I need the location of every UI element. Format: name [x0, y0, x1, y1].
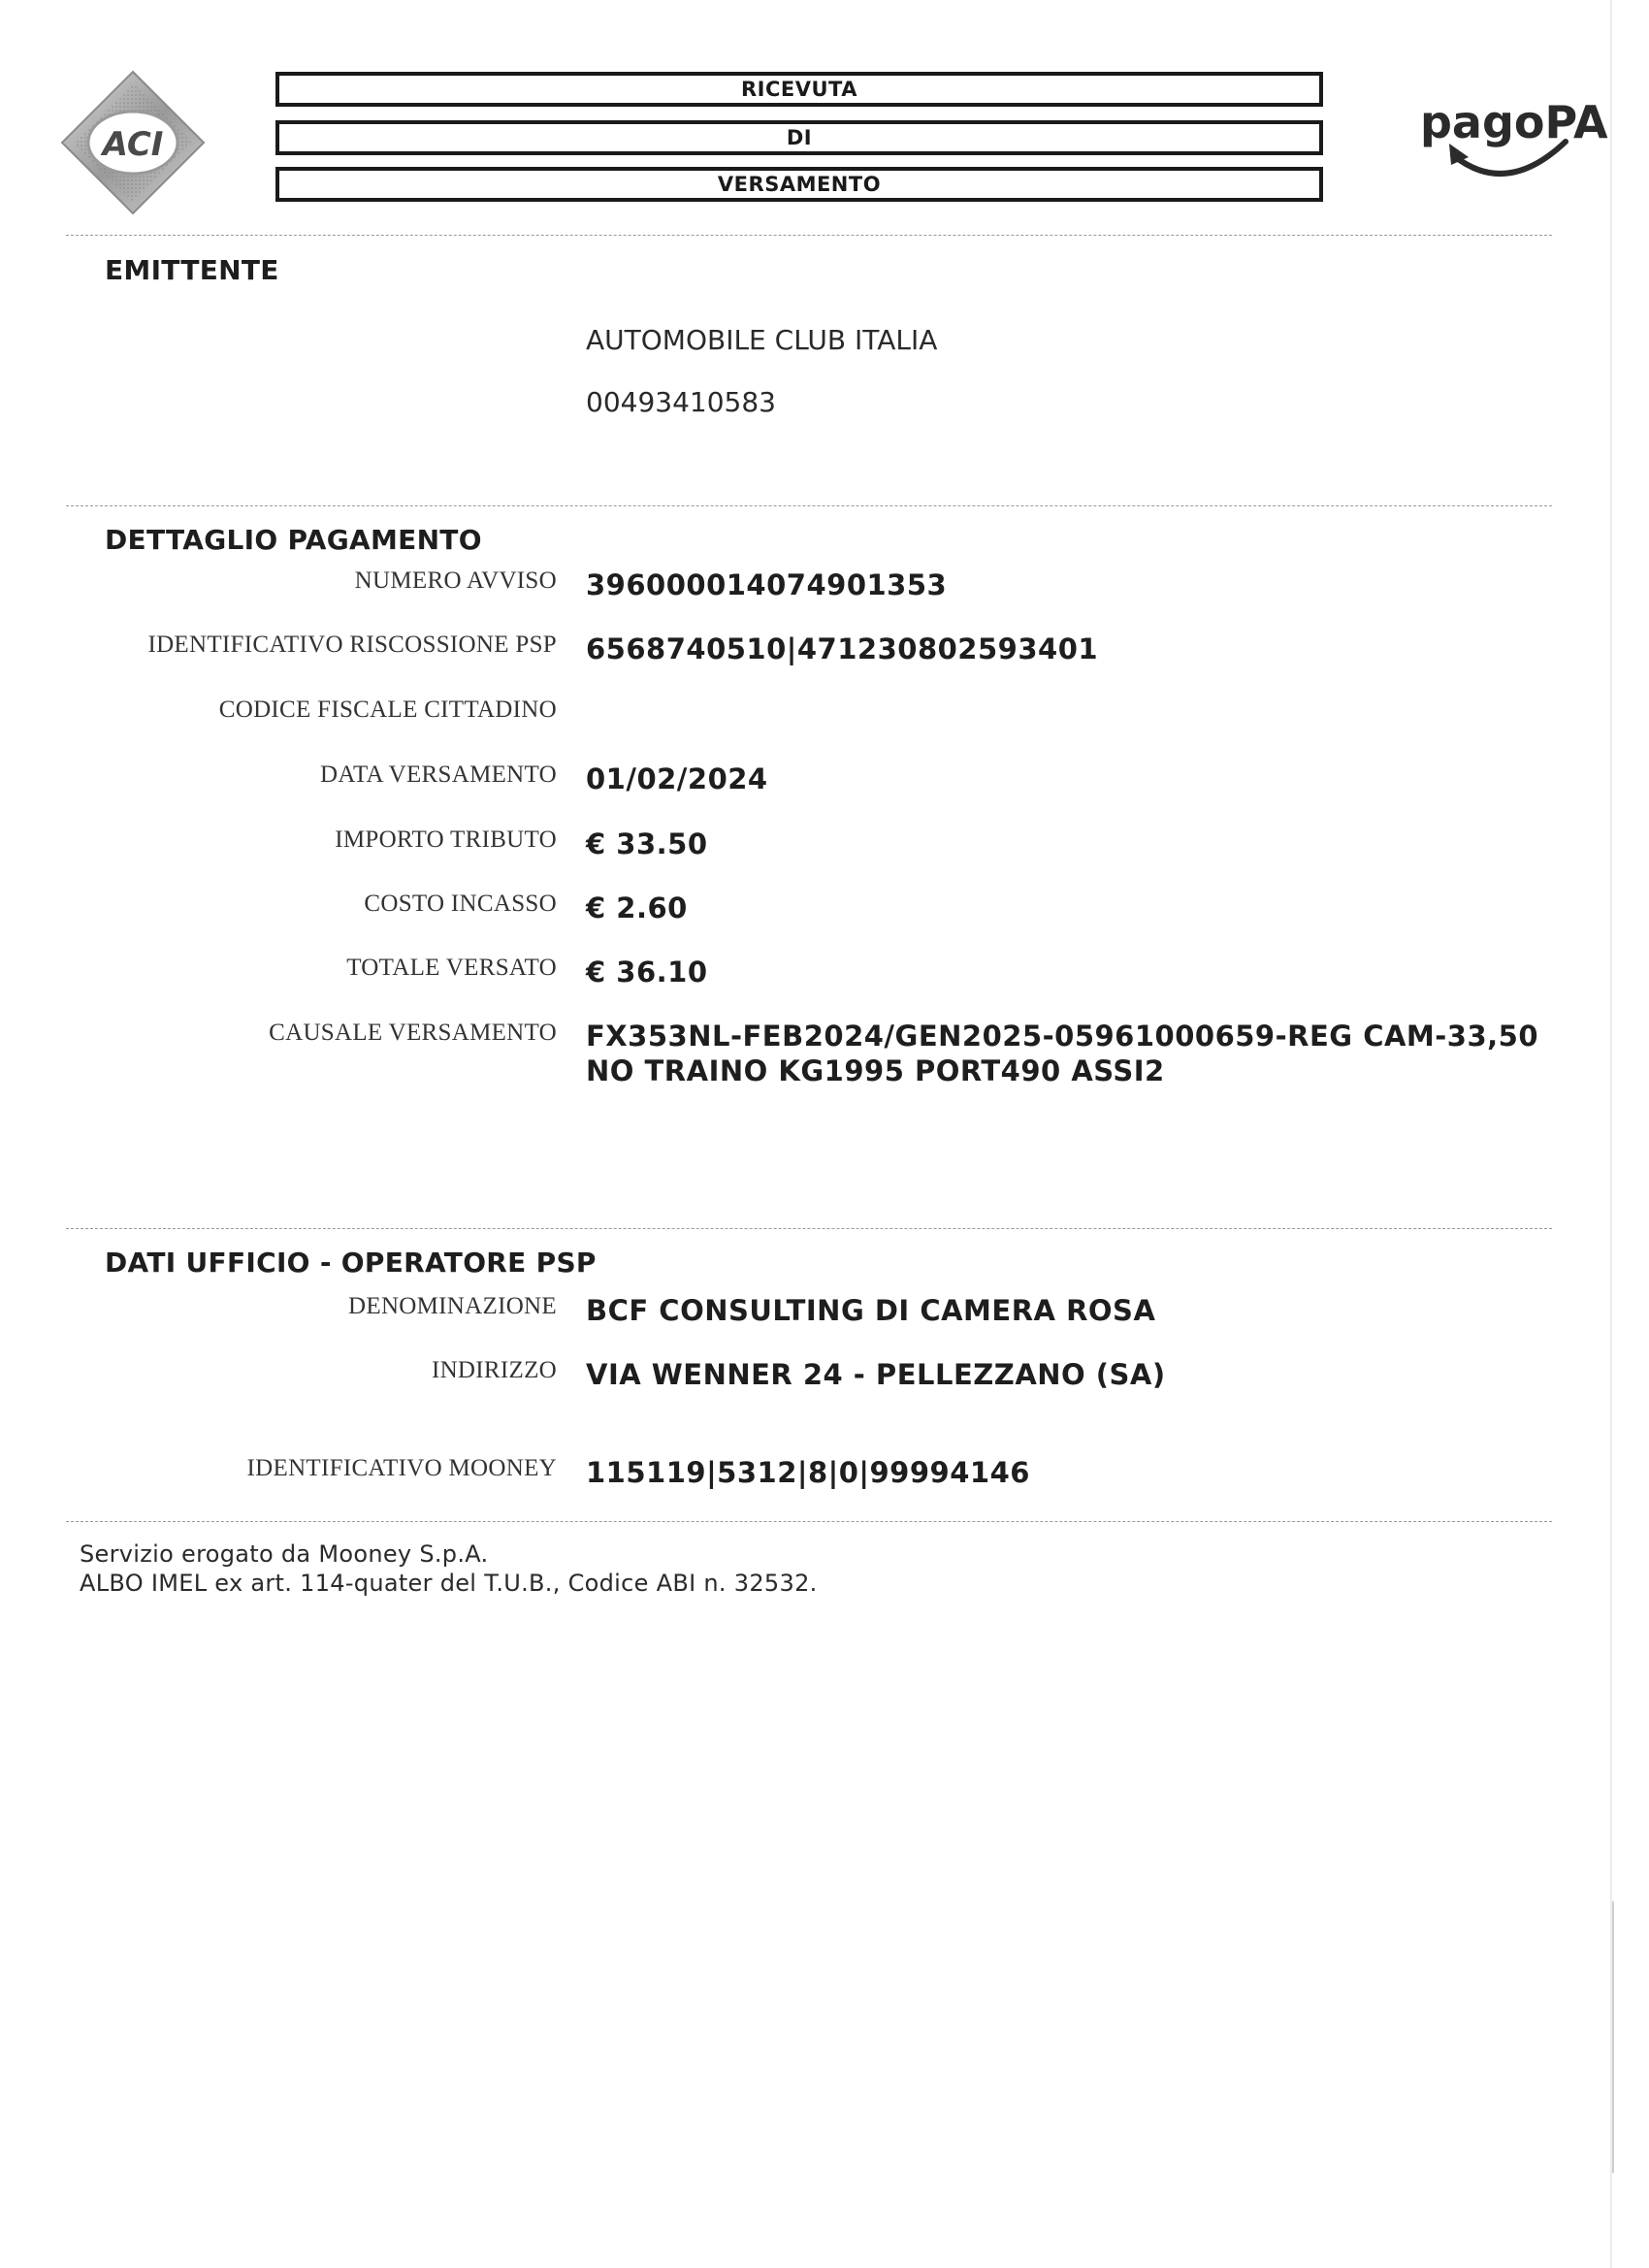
pagopa-logo [1414, 83, 1608, 190]
footer-line-2: ALBO IMEL ex art. 114-quater del T.U.B., Codice ABI n. 32532. [80, 1570, 818, 1597]
pagopa-logo-text: pagoPA [1420, 96, 1608, 148]
label-identificativo-riscossione: IDENTIFICATIVO RISCOSSIONE PSP [147, 632, 557, 658]
scan-edge-mark [1612, 1901, 1614, 2173]
value-numero-avviso: 396000014074901353 [586, 568, 948, 601]
label-numero-avviso: NUMERO AVVISO [354, 567, 557, 594]
value-identificativo-mooney: 115119|5312|8|0|99994146 [586, 1456, 1030, 1489]
label-importo-tributo: IMPORTO TRIBUTO [335, 826, 557, 853]
title-line-ricevuta: RICEVUTA [275, 72, 1323, 107]
value-costo-incasso: € 2.60 [586, 891, 688, 924]
label-indirizzo: INDIRIZZO [431, 1357, 557, 1383]
label-causale-versamento: CAUSALE VERSAMENTO [269, 1020, 557, 1046]
aci-logo-text: ACI [102, 125, 164, 164]
value-indirizzo: VIA WENNER 24 - PELLEZZANO (SA) [586, 1358, 1166, 1391]
emittente-code: 00493410583 [586, 386, 776, 418]
value-totale-versato: € 36.10 [586, 956, 708, 988]
label-denominazione: DENOMINAZIONE [348, 1293, 557, 1319]
label-costo-incasso: COSTO INCASSO [364, 891, 557, 917]
divider-ufficio [66, 1521, 1552, 1522]
aci-logo [60, 70, 206, 215]
emittente-name: AUTOMOBILE CLUB ITALIA [586, 324, 938, 356]
title-line-di: DI [275, 120, 1323, 155]
value-identificativo-riscossione: 6568740510|471230802593401 [586, 632, 1099, 665]
value-data-versamento: 01/02/2024 [586, 762, 768, 795]
title-line-versamento: VERSAMENTO [275, 167, 1323, 202]
footer-line-1: Servizio erogato da Mooney S.p.A. [80, 1540, 489, 1568]
section-title-emittente: EMITTENTE [105, 254, 279, 286]
divider-emittente [66, 505, 1552, 506]
value-importo-tributo: € 33.50 [586, 827, 708, 860]
value-causale-versamento: FX353NL-FEB2024/GEN2025-05961000659-REG CAM-33,50 NO TRAINO KG1995 PORT490 ASSI2 [586, 1020, 1539, 1087]
section-title-ufficio: DATI UFFICIO - OPERATORE PSP [105, 1247, 597, 1279]
value-denominazione: BCF CONSULTING DI CAMERA ROSA [586, 1294, 1156, 1327]
label-codice-fiscale: CODICE FISCALE CITTADINO [218, 697, 557, 723]
section-title-dettaglio: DETTAGLIO PAGAMENTO [105, 524, 482, 556]
divider-dettaglio [66, 1228, 1552, 1229]
divider-top [66, 235, 1552, 236]
label-totale-versato: TOTALE VERSATO [346, 955, 557, 981]
label-identificativo-mooney: IDENTIFICATIVO MOONEY [246, 1455, 557, 1481]
label-data-versamento: DATA VERSAMENTO [320, 761, 557, 788]
